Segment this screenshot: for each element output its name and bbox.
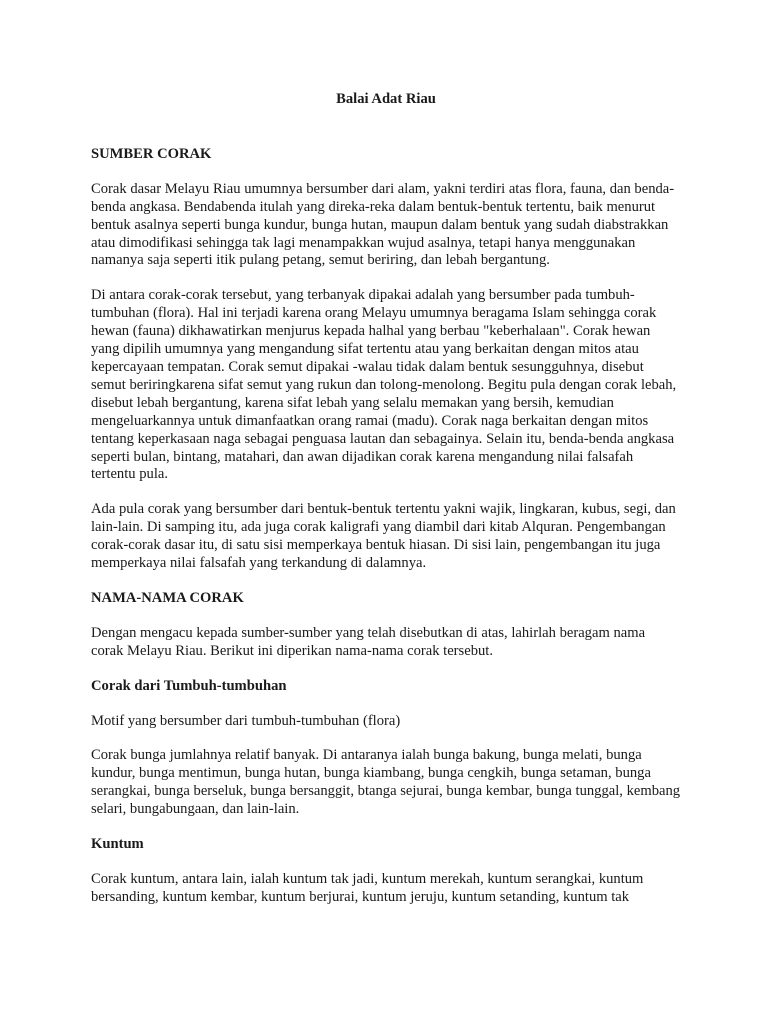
document-body [91, 91, 681, 924]
paragraph-corak-kuntum: Corak kuntum, antara lain, ialah kuntum tak jadi, kuntum merekah, kuntum serangkai, kuntum bersanding, kuntum kembar, kuntum berjurai, kuntum jeruju, kuntum setanding, kuntum tak [91, 871, 644, 905]
document-title: Balai Adat Riau [336, 91, 436, 107]
paragraph-corak-bunga: Corak bunga jumlahnya relatif banyak. Di antaranya ialah bunga bakung, bunga melati, bunga kundur, bunga mentimun, bunga hutan, bunga kiambang, bunga cengkih, bunga setaman, bunga serangkai, bunga berseluk, bunga bersanggit, btanga sejurai, bunga kembar, bunga tunggal, kembang selari, bungabungaan, dan lain-lain. [91, 747, 681, 818]
paragraph-sumber-2: Di antara corak-corak tersebut, yang terbanyak dipakai adalah yang bersumber pada tumbuh-tumbuhan (flora). Hal ini terjadi karena orang Melayu umumnya beragama Islam sehingga corak hewan (fauna) dikhawatirkan menjurus kepada halhal yang berbau "keberhalaan". Corak hewan yang dipilih umumnya yang mengandung sifat tertentu atau yang berkaitan dengan mitos atau kepercayaan tempatan. Corak semut dipakai -walau tidak dalam bentuk sesungguhnya, disebut semut beriringkarena sifat semut yang rukun dan tolong-menolong. Begitu pula dengan corak lebah, disebut lebah bergantung, karena sifat lebah yang selalu memakan yang bersih, kemudian mengeluarkannya untuk dimanfaatkan orang ramai (madu). Corak naga berkaitan dengan mitos tentang keperkasaan naga sebagai penguasa lautan dan sebagainya. Selain itu, benda-benda angkasa seperti bulan, bintang, matahari, dan awan dijadikan corak karena mengandung nilai falsafah tertentu pula. [91, 287, 677, 483]
paragraph-sumber-3: Ada pula corak yang bersumber dari bentuk-bentuk tertentu yakni wajik, lingkaran, kubus, segi, dan lain-lain. Di samping itu, ada juga corak kaligrafi yang diambil dari kitab Alquran. Pengembangan corak-corak dasar itu, di satu sisi memperkaya bentuk hiasan. Di sisi lain, pengembangan itu juga memperkaya nilai falsafah yang terkandung di dalamnya. [91, 501, 676, 572]
paragraph-nama-1: Dengan mengacu kepada sumber-sumber yang telah disebutkan di atas, lahirlah beragam nama corak Melayu Riau. Berikut ini diperikan nama-nama corak tersebut. [91, 624, 646, 659]
section-heading-nama-nama-corak: NAMA-NAMA CORAK [91, 589, 244, 606]
subheading-kuntum: Kuntum [91, 836, 144, 853]
subheading-corak-tumbuhan: Corak dari Tumbuh-tumbuhan [91, 677, 287, 694]
paragraph-motif-flora: Motif yang bersumber dari tumbuh-tumbuhan (flora) [91, 712, 401, 729]
paragraph-sumber-1: Corak dasar Melayu Riau umumnya bersumber dari alam, yakni terdiri atas flora, fauna, dan benda-benda angkasa. Bendabenda itulah yang direka-reka dalam bentuk-bentuk tertentu, baik menurut bentuk asalnya seperti bunga kundur, bunga hutan, maupun dalam bentuk yang sudah diabstrakkan atau dimodifikasi sehingga tak lagi menampakkan wujud asalnya, tetapi hanya menggunakan namanya saja seperti itik pulang petang, semut beriring, dan lebah bergantung. [91, 180, 675, 269]
section-heading-sumber-corak: SUMBER CORAK [91, 145, 212, 162]
